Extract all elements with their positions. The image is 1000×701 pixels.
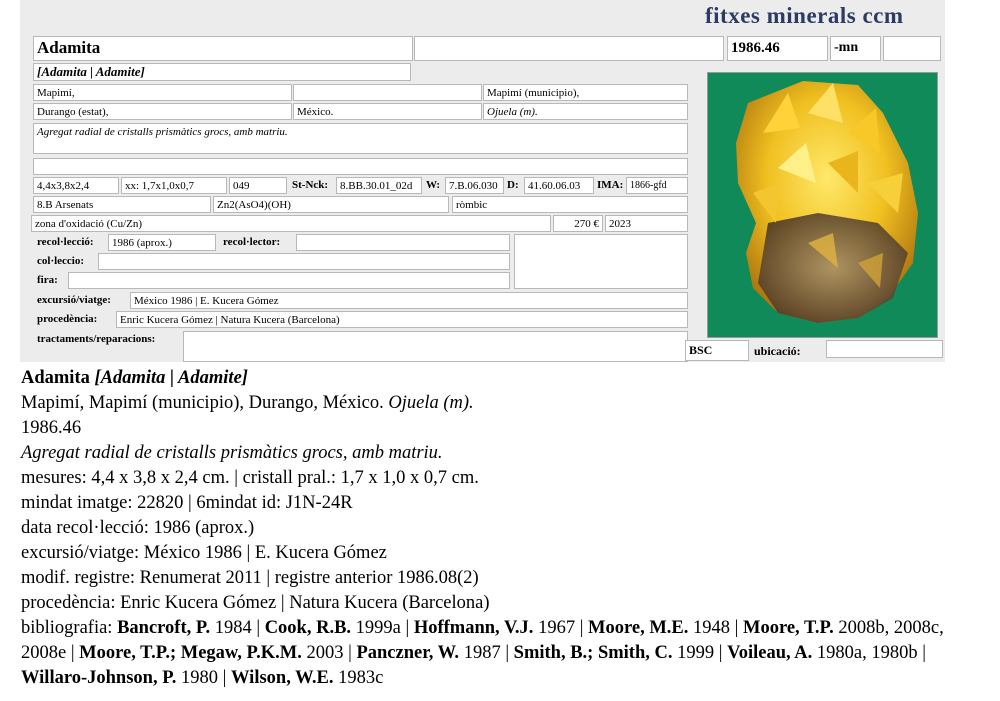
specimen-card [20,0,945,362]
treatments-field[interactable] [183,331,688,362]
bibliography-author: Moore, T.P. [742,618,834,638]
bibliography-author: Moore, T.P.; Megaw, P.K.M. [79,643,302,663]
w-field[interactable]: 7.B.06.030 [445,177,504,194]
bibliography-refs: 1983c [333,668,384,688]
collector-field[interactable] [296,234,510,251]
year-field[interactable]: 2023 [605,215,688,232]
summary-synonyms: [Adamita | Adamite] [94,368,248,388]
zone-field[interactable]: zona d'oxidació (Cu/Zn) [31,215,551,232]
fira-field[interactable] [68,272,510,289]
bibliography-refs: 1948 | [688,618,743,638]
summary-locality-line [21,391,986,416]
bibliography-label: bibliografia: [21,618,113,638]
bibliography-refs: 1987 | [459,643,514,663]
locality-field-2[interactable] [293,84,482,101]
notes-box[interactable] [514,234,688,289]
blank-field-3[interactable] [33,158,688,175]
bibliography-author: Wilson, W.E. [231,668,334,688]
fira-label: fira: [37,274,58,286]
bibliography-refs: 1984 | [210,618,265,638]
summary-collection-date: data recol·lecció: 1986 (aprox.) [21,518,255,538]
locality-field-6[interactable]: Ojuela (m). [483,103,688,120]
summary-title [21,366,986,391]
bibliography-author: Hoffmann, V.J. [413,618,534,638]
code-field[interactable]: 1986.46 [727,36,828,61]
description-field[interactable]: Agregat radial de cristalls prismàtics grocs, amb matriu. [33,123,688,154]
bibliography-refs: 1967 | [533,618,589,638]
locality-field-1[interactable]: Mapimí, [33,84,292,101]
strunz-label: St-Nck: [292,179,329,191]
w-label: W: [426,179,441,191]
bibliography-refs: 1999 | [672,643,728,663]
strunz-field[interactable]: 8.BB.30.01_02d [336,177,422,194]
ima-field[interactable]: 1866-gfd [626,177,688,194]
bibliography-author: Moore, M.E. [588,618,689,638]
summary-description: Agregat radial de cristalls prismàtics grocs, amb matriu. [21,443,443,463]
bibliography-refs: 1980a, 1980b | [812,643,926,663]
bibliography-author: Bancroft, P. [117,618,211,638]
summary-origin: procedència: Enric Kucera Gómez | Natura Kucera (Barcelona) [21,593,490,613]
suffix-field[interactable]: -mn [830,36,881,61]
bibliography-author: Panczner, W. [356,643,460,663]
collector-label: recol·lector: [223,236,281,248]
mineral-crystal-image [708,73,937,337]
summary-measures: mesures: 4,4 x 3,8 x 2,4 cm. | cristall pral.: 1,7 x 1,0 x 0,7 cm. [21,468,479,488]
origin-label: procedència: [37,313,98,325]
summary-trip: excursió/viatge: México 1986 | E. Kucera Gómez [21,543,387,563]
number-field[interactable]: 049 [229,177,287,194]
location-label: ubicació: [754,344,801,358]
trip-label: excursió/viatge: [37,294,111,306]
crystal-size-field[interactable]: xx: 1,7x1,0x0,7 [121,177,227,194]
class-field[interactable]: 8.B Arsenats [33,196,211,213]
collection-field[interactable]: 1986 (aprox.) [108,234,216,251]
summary-section [21,366,986,691]
synonyms-field[interactable]: [Adamita | Adamite] [33,63,411,81]
collection-label: recol·lecció: [37,236,94,248]
system-field[interactable]: ròmbic [452,196,688,213]
formula-field[interactable]: Zn2(AsO4)(OH) [213,196,449,213]
locality-field-3[interactable]: Mapimí (municipio), [483,84,688,101]
bsc-field[interactable]: BSC [685,340,749,361]
treatments-label: tractaments/reparacions: [37,333,156,345]
bibliography-refs: 1980 | [176,668,232,688]
d-label: D: [507,179,519,191]
bibliography-author: Willaro-Johnson, P. [21,668,177,688]
summary-code: 1986.46 [21,418,82,438]
blank-field-2[interactable] [883,36,941,61]
d-field[interactable]: 41.60.06.03 [524,177,594,194]
bibliography-author: Smith, B.; Smith, C. [513,643,673,663]
app-title: fitxes minerals ccm [705,3,904,28]
bibliography-author: Cook, R.B. [264,618,352,638]
summary-mine: Ojuela (m). [388,393,474,413]
coleccio-label: col·leccio: [37,255,85,267]
bibliography-refs: 2008b, 2008c, 2008e | [21,618,944,663]
location-field[interactable] [826,340,943,358]
locality-field-4[interactable]: Durango (estat), [33,103,292,120]
bibliography-author: Voileau, A. [727,643,813,663]
bibliography-refs: 2003 | [301,643,357,663]
mineral-photo[interactable] [707,72,938,338]
bibliography-list [21,618,944,688]
name-field[interactable]: Adamita [33,36,413,61]
size-field[interactable]: 4,4x3,8x2,4 [33,177,119,194]
origin-field[interactable]: Enric Kucera Gómez | Natura Kucera (Barcelona) [116,311,688,328]
locality-field-5[interactable]: México. [293,103,482,120]
price-field[interactable]: 270 € [553,215,603,232]
summary-bibliography [21,616,986,691]
summary-name: Adamita [21,368,90,388]
summary-mindat: mindat imatge: 22820 | 6mindat id: J1N-24R [21,493,353,513]
ima-label: IMA: [597,179,624,191]
blank-field-1[interactable] [414,36,724,61]
summary-modified: modif. registre: Renumerat 2011 | registre anterior 1986.08(2) [21,568,479,588]
trip-field[interactable]: México 1986 | E. Kucera Gómez [130,292,688,309]
summary-locality: Mapimí, Mapimí (municipio), Durango, México. [21,393,384,413]
coleccio-field[interactable] [98,253,510,270]
bibliography-refs: 1999a | [351,618,414,638]
